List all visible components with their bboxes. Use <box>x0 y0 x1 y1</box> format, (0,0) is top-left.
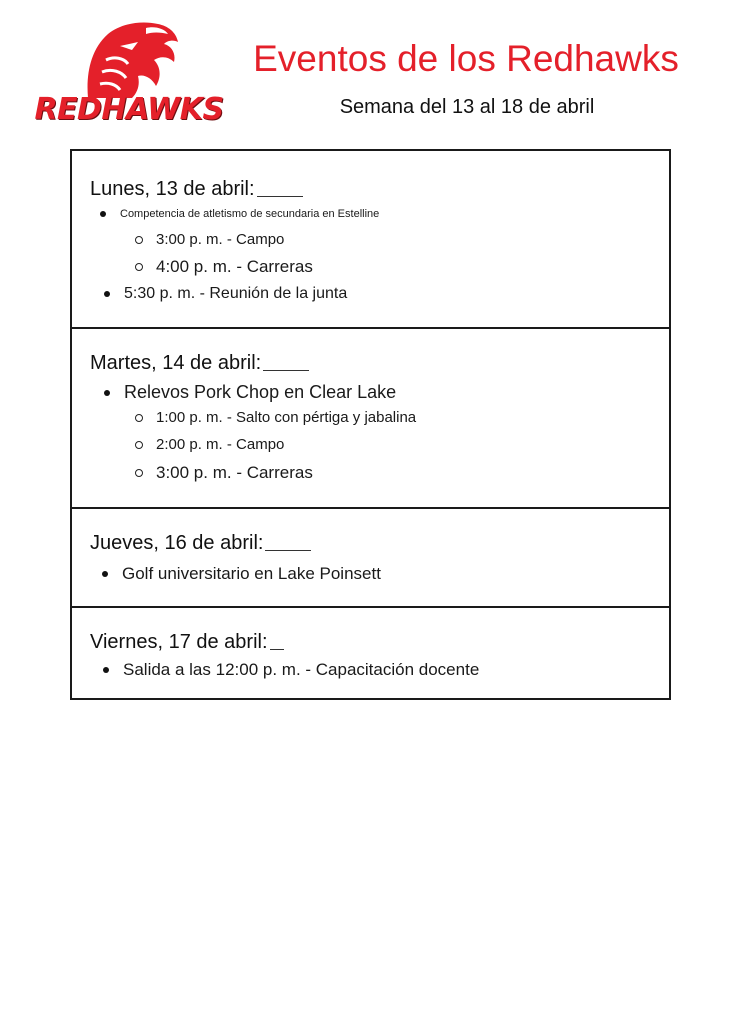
redhawk-head-icon <box>28 20 228 100</box>
day-monday <box>72 151 669 327</box>
events-table <box>70 149 671 700</box>
event-subitem: 2:00 p. m. - Campo <box>156 436 285 453</box>
event-item: Golf universitario en Lake Poinsett <box>122 564 381 583</box>
day-thursday <box>72 507 669 608</box>
day-tuesday <box>72 327 669 509</box>
day-title: Martes, 14 de abril: <box>90 351 309 375</box>
event-subitem: 3:00 p. m. - Campo <box>156 231 285 248</box>
page-subtitle: Semana del 13 al 18 de abril <box>339 96 595 118</box>
redhawks-logo <box>28 20 228 126</box>
event-item: Relevos Pork Chop en Clear Lake <box>124 382 397 402</box>
event-subitem: 3:00 p. m. - Carreras <box>156 463 313 482</box>
event-item: 5:30 p. m. - Reunión de la junta <box>124 285 348 302</box>
day-friday <box>72 606 669 700</box>
event-item: Salida a las 12:00 p. m. - Capacitación docente <box>123 660 480 679</box>
day-title: Jueves, 16 de abril: <box>90 531 311 555</box>
logo-wordmark: REDHAWKS <box>34 92 224 127</box>
day-title: Viernes, 17 de abril: <box>90 630 284 654</box>
event-subitem: 4:00 p. m. - Carreras <box>156 257 313 276</box>
page-title: Eventos de los Redhawks <box>253 38 679 79</box>
day-title: Lunes, 13 de abril: <box>90 177 303 201</box>
event-item: Competencia de atletismo de secundaria en Estelline <box>120 208 380 220</box>
event-subitem: 1:00 p. m. - Salto con pértiga y jabalina <box>156 409 417 426</box>
